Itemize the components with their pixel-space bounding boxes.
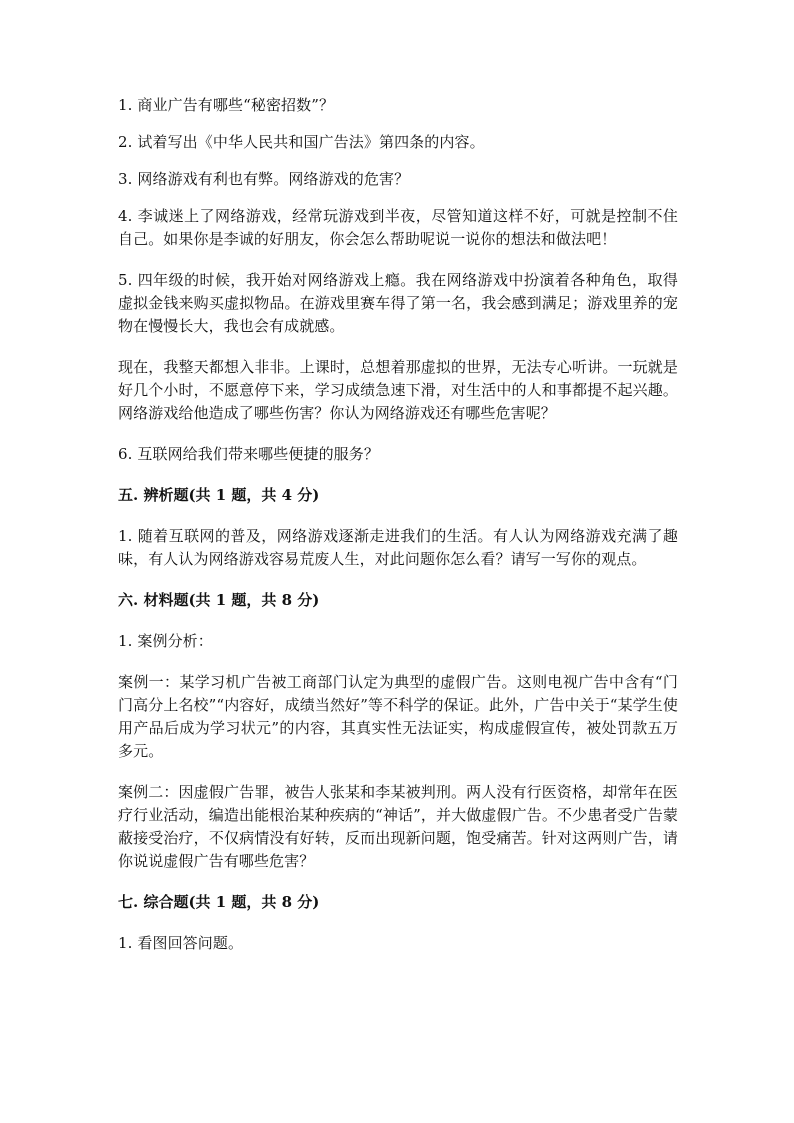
- question-5-continued: 现在，我整天都想入非非。上课时，总想着那虚拟的世界，无法专心听讲。一玩就是好几个小时，不愿意停下来，学习成绩急速下滑，对生活中的人和事都提不起兴趣。网络游戏给他造成了哪些伤害？你认为网络游戏还有哪些危害呢？: [118, 358, 678, 422]
- question-1: 1. 商业广告有哪些“秘密招数”？: [118, 96, 335, 114]
- question-3: 3. 网络游戏有利也有弊。网络游戏的危害？: [118, 170, 410, 188]
- section-7-heading: 七. 综合题(共 1 题，共 8 分): [118, 893, 320, 911]
- case-2: 案例二：因虚假广告罪，被告人张某和李某被判刑。两人没有行医资格，却常年在医疗行业活动，编造出能根治某种疾病的“神话”，并大做虚假广告。不少患者受广告蒙蔽接受治疗，不仅病情没有好转，反而出现新问题，饱受痛苦。针对这两则广告，请你说说虚假广告有哪些危害？: [118, 783, 678, 870]
- document-page: [118, 94, 678, 973]
- section-5-question-1: 1. 随着互联网的普及，网络游戏逐渐走进我们的生活。有人认为网络游戏充满了趣味，有人认为网络游戏容易荒废人生，对此问题你怎么看？请写一写你的观点。: [118, 527, 678, 568]
- section-6-question-1: 1. 案例分析：: [118, 632, 213, 650]
- question-6: 6. 互联网给我们带来哪些便捷的服务？: [118, 445, 379, 463]
- section-6-heading: 六. 材料题(共 1 题，共 8 分): [118, 591, 320, 609]
- question-5: 5. 四年级的时候，我开始对网络游戏上瘾。我在网络游戏中扮演着各种角色，取得虚拟金钱来购买虚拟物品。在游戏里赛车得了第一名，我会感到满足；游戏里养的宠物在慢慢长大，我也会有成就感。: [118, 271, 678, 335]
- section-5-heading: 五. 辨析题(共 1 题，共 4 分): [118, 486, 320, 504]
- section-7-question-1: 1. 看图回答问题。: [118, 934, 244, 952]
- case-1: 案例一：某学习机广告被工商部门认定为典型的虚假广告。这则电视广告中含有“门门高分上名校”“内容好，成绩当然好”等不科学的保证。此外，广告中关于“某学生使用产品后成为学习状元”的内容，其真实性无法证实，构成虚假宣传，被处罚款五万多元。: [118, 673, 678, 760]
- question-4: 4. 李诚迷上了网络游戏，经常玩游戏到半夜，尽管知道这样不好，可就是控制不住自己。如果你是李诚的好朋友，你会怎么帮助呢说一说你的想法和做法吧！: [118, 207, 678, 248]
- question-2: 2. 试着写出《中华人民共和国广告法》第四条的内容。: [118, 133, 485, 151]
